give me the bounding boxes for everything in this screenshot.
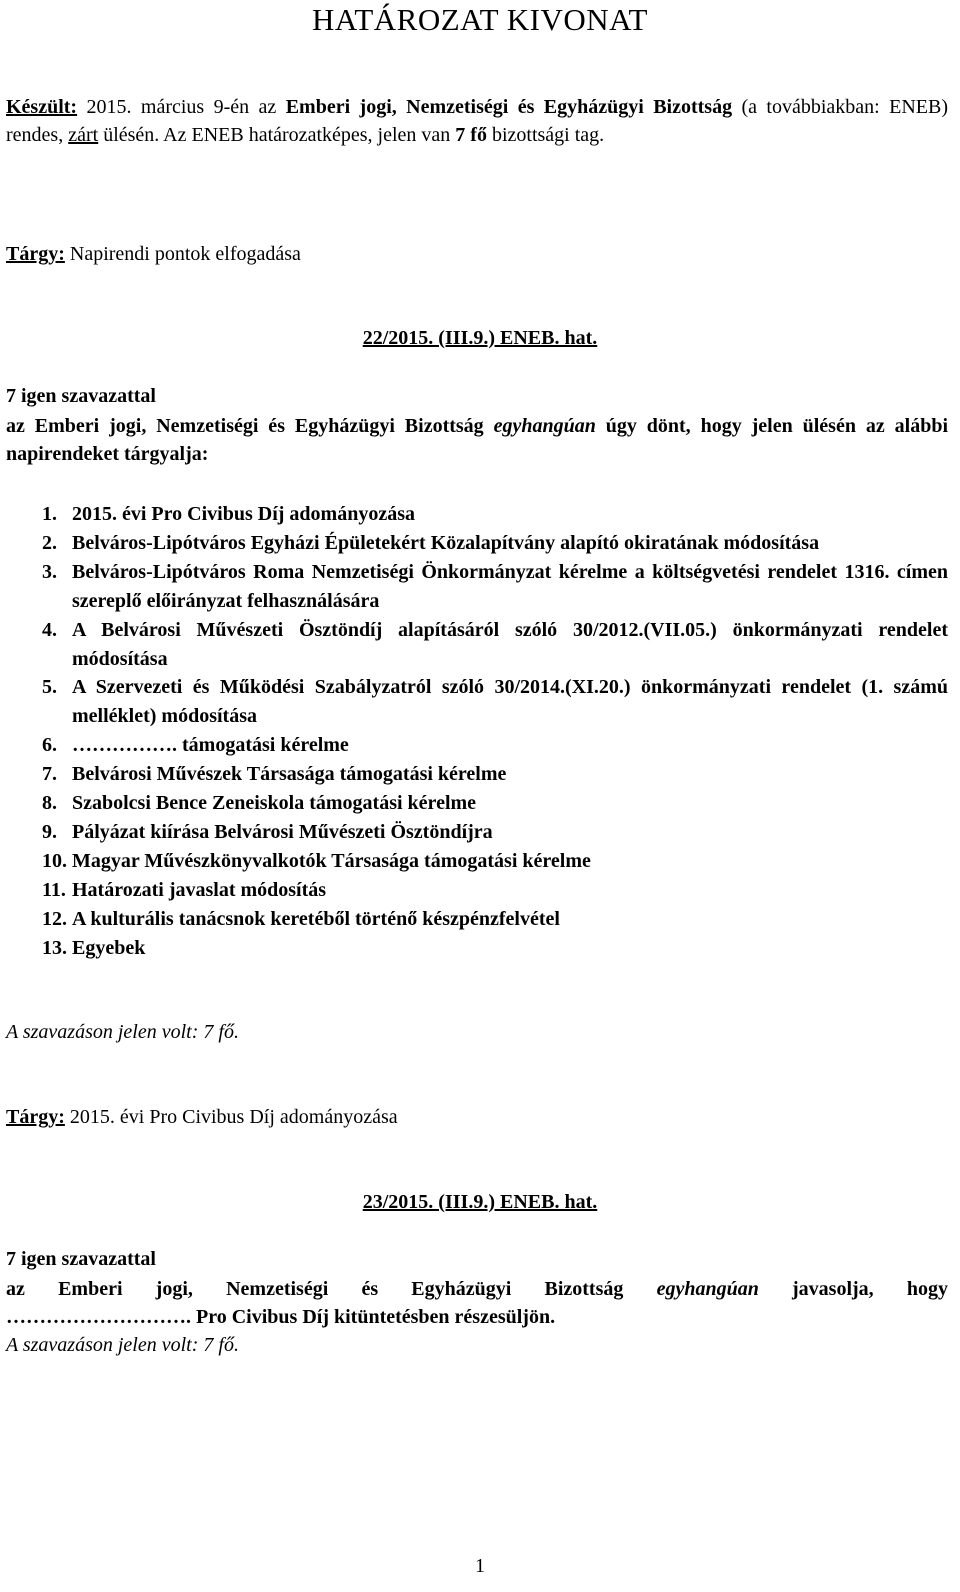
list-item: 7. Belvárosi Művészek Társasága támogatási kérelme [42,763,507,786]
list-item: 5. A Szervezeti és Működési Szabályzatról szóló 30/2014.(XI.20.) önkormányzati rendelet (1. számú melléklet) módosítása [42,676,948,728]
list-item: 11. Határozati javaslat módosítás [42,878,327,901]
intro-text-4: bizottsági tag. [486,124,605,146]
resolution-2-number: 23/2015. (III.9.) ENEB. hat. [362,1191,598,1213]
list-item: 8. Szabolcsi Bence Zeneiskola támogatási kérelme [42,792,477,815]
intro-text-2: (a továbbiakban: ENEB) rendes, [6,96,949,146]
list-item: 4. A Belvárosi Művészeti Ösztöndíj alapításáról szóló 30/2012.(VII.05.) önkormányzati rendelet módosítása [42,618,948,670]
intro-text-1: 2015. március 9-én az [77,96,286,118]
list-item: 2. Belváros-Lipótváros Egyházi Épületekért Közalapítvány alapító okiratának módosítása [42,531,820,554]
resolution-2-text: az Emberi jogi, Nemzetiségi és Egyházügyi Bizottság egyhangúan javasolja, hogy [6,1278,948,1300]
list-item: 1. 2015. évi Pro Civibus Díj adományozása [42,503,415,525]
resolution-2-votes: 7 igen szavazattal [6,1248,156,1270]
subject-2-label: Tárgy: [6,1106,65,1128]
subject-2-text: 2015. évi Pro Civibus Díj adományozása [64,1106,398,1128]
resolution-1-text: az Emberi jogi, Nemzetiségi és Egyházügyi Bizottság egyhangúan úgy dönt, hogy jelen ülésén az alábbi napirendeket tárgyalja: [6,415,948,465]
list-item: 9. Pályázat kiírása Belvárosi Művészeti Ösztöndíjra [42,820,493,843]
subject-1 [6,240,948,268]
list-item: 10. Magyar Művészkönyvalkotók Társasága támogatási kérelme [42,849,591,872]
intro-paragraph [6,93,948,149]
subject-1-label: Tárgy: [6,243,65,265]
members-count: 7 fő [455,124,487,146]
vote-note-2: A szavazáson jelen volt: 7 fő. [6,1334,239,1356]
resolution-1-votes: 7 igen szavazattal [6,385,156,407]
list-item: 12. A kulturális tanácsnok keretéből történő készpénzfelvétel [42,907,560,930]
list-item: 13. Egyebek [42,936,146,959]
intro-text-3: ülésén. Az ENEB határozatképes, jelen van [98,124,456,146]
vote-note-1: A szavazáson jelen volt: 7 fő. [6,1021,239,1043]
resolution-1-number: 22/2015. (III.9.) ENEB. hat. [362,327,598,349]
subject-2 [6,1103,948,1131]
page-number: 1 [475,1555,485,1577]
list-item: 6. ……………. támogatási kérelme [42,734,349,757]
unanimous-1: egyhangúan [493,415,596,437]
subject-1-text: Napirendi pontok elfogadása [64,243,301,265]
agenda-list [42,500,948,963]
closed-session: zárt [68,124,99,146]
prepared-label: Készült: [6,96,78,118]
list-item: 3. Belváros-Lipótváros Roma Nemzetiségi Önkormányzat kérelme a költségvetési rendelet 1316. címen szereplő előirányzat felhasználására [42,560,948,612]
unanimous-2: egyhangúan [656,1278,759,1300]
committee-name: Emberi jogi, Nemzetiségi és Egyházügyi Bizottság [285,96,733,118]
resolution-2-recipient: ………………………. Pro Civibus Díj kitüntetésben részesüljön. [6,1306,556,1328]
document-title: HATÁROZAT KIVONAT [312,2,648,37]
